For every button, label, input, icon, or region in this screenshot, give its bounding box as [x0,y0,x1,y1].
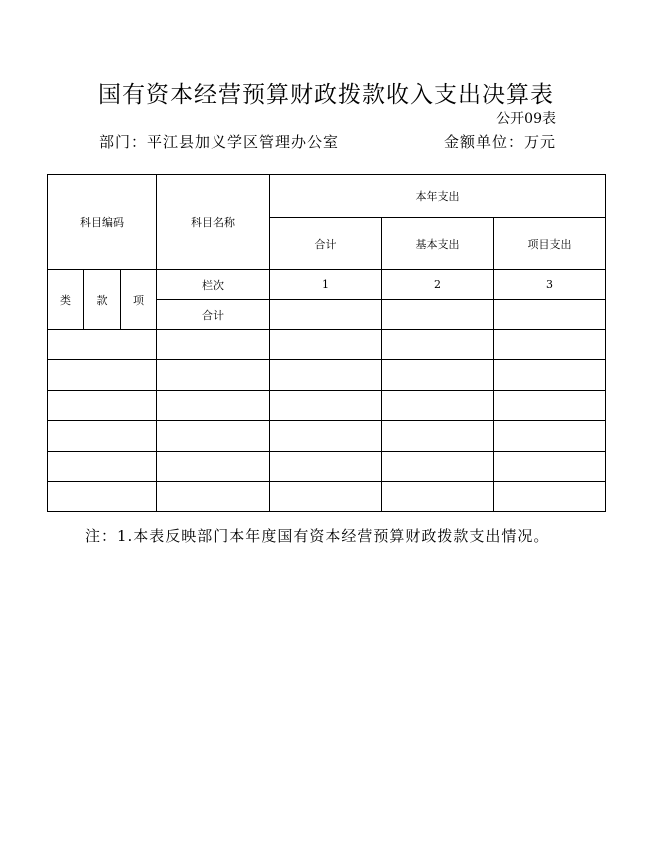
sum-project-cell [494,300,606,330]
empty-cell [382,452,494,482]
column-index-3: 3 [494,270,606,300]
column-index-2: 2 [382,270,494,300]
header-section: 款 [84,270,121,330]
header-subject-name: 科目名称 [157,175,270,270]
empty-cell [494,482,606,512]
header-total: 合计 [270,218,382,270]
empty-cell [157,330,270,360]
empty-cell [270,482,382,512]
empty-cell [48,452,157,482]
empty-cell [157,482,270,512]
empty-cell [270,421,382,452]
footnote: 注：1.本表反映部门本年度国有资本经营预算财政拨款支出情况。 [85,527,550,545]
empty-cell [382,391,494,421]
empty-cell [48,360,157,391]
empty-cell [48,391,157,421]
empty-cell [494,391,606,421]
header-current-year-expenditure: 本年支出 [270,175,606,218]
sum-total-cell [270,300,382,330]
empty-cell [382,330,494,360]
empty-cell [157,360,270,391]
empty-cell [494,360,606,391]
empty-cell [48,421,157,452]
sum-basic-cell [382,300,494,330]
empty-cell [382,482,494,512]
header-category: 类 [48,270,84,330]
empty-cell [270,452,382,482]
empty-cell [382,421,494,452]
header-subject-code: 科目编码 [48,175,157,270]
table-row [48,391,606,421]
header-basic-expenditure: 基本支出 [382,218,494,270]
empty-cell [270,360,382,391]
header-project-expenditure: 项目支出 [494,218,606,270]
header-item: 项 [121,270,157,330]
final-accounts-table [47,174,606,512]
column-index-label: 栏次 [157,270,270,300]
empty-cell [494,421,606,452]
empty-cell [382,360,494,391]
empty-cell [48,482,157,512]
table-number: 公开09表 [496,111,556,127]
table-row [48,330,606,360]
empty-cell [270,391,382,421]
table-row [48,482,606,512]
empty-cell [494,452,606,482]
department-label: 部门：平江县加义学区管理办公室 [99,133,340,151]
empty-cell [157,452,270,482]
sum-row-label: 合计 [157,300,270,330]
empty-cell [494,330,606,360]
table-row [48,421,606,452]
table-row [48,360,606,391]
empty-cell [270,330,382,360]
empty-cell [48,330,157,360]
empty-cell [157,421,270,452]
empty-cell [157,391,270,421]
column-index-1: 1 [270,270,382,300]
amount-unit-label: 金额单位：万元 [443,133,556,151]
document-title: 国有资本经营预算财政拨款收入支出决算表 [98,82,554,108]
table-row [48,452,606,482]
